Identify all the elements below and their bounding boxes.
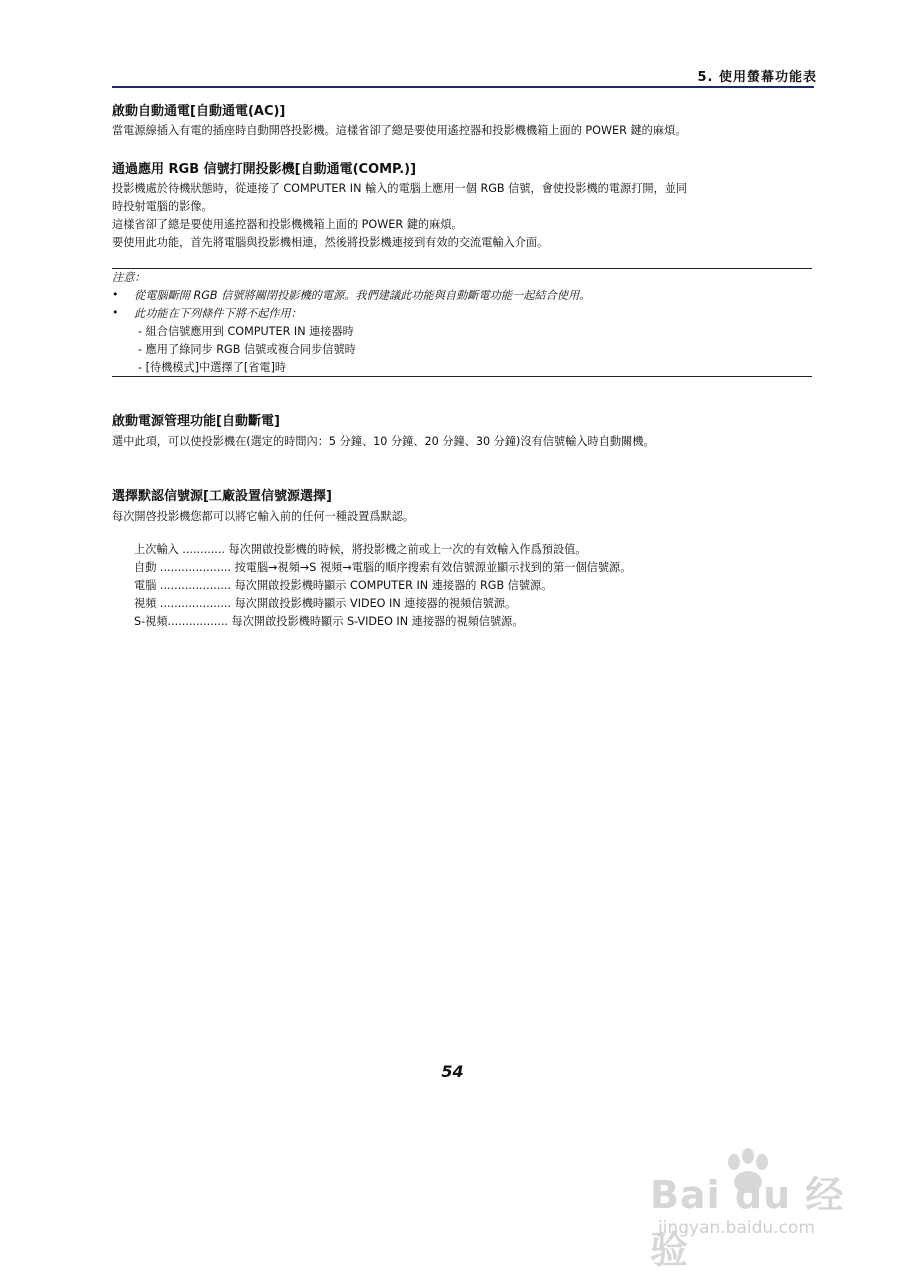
note-sub-item: - 組合信號應用到 COMPUTER IN 連接器時 <box>138 325 354 338</box>
watermark-url: jingyan.baidu.com <box>658 1218 815 1238</box>
bullet-dot: • <box>112 288 119 301</box>
source-option-row: 視頻 .................... 每次開啟投影機時顯示 VIDEO IN 連接器的視頻信號源。 <box>134 597 517 610</box>
note-sub-item: - 應用了綠同步 RGB 信號或複合同步信號時 <box>138 343 356 356</box>
section-title-default-source: 選擇默認信號源[工廠設置信號源選擇] <box>112 489 332 504</box>
note-bullet-1: 從電腦斷開 RGB 信號將關閉投影機的電源。我們建議此功能與自動斷電功能一起結合使用。 <box>134 289 591 302</box>
section-body-auto-power-on-ac: 當電源線插入有電的插座時自動開啓投影機。這樣省卻了總是要使用遙控器和投影機機箱上面的 POWER 鍵的麻煩。 <box>112 124 687 137</box>
section-line: 要使用此功能，首先將電腦與投影機相連，然後將投影機連接到有效的交流電輸入介面。 <box>112 236 549 249</box>
section-line: 這樣省卻了總是要使用遙控器和投影機機箱上面的 POWER 鍵的麻煩。 <box>112 218 463 231</box>
section-line: 時投射電腦的影像。 <box>112 200 213 213</box>
note-sub-item: - [待機模式]中選擇了[省電]時 <box>138 361 287 374</box>
note-bottom-rule <box>112 376 812 377</box>
chapter-header: 5. 使用螢幕功能表 <box>697 70 817 85</box>
section-title-auto-power-on-ac: 啟動自動通電[自動通電(AC)] <box>112 104 286 119</box>
source-option-row: 電腦 .................... 每次開啟投影機時顯示 COMPUTER IN 連接器的 RGB 信號源。 <box>134 579 553 592</box>
baidu-watermark <box>650 1150 850 1272</box>
watermark-logo: Bai du 经验 <box>650 1173 845 1272</box>
section-title-auto-power-off: 啟動電源管理功能[自動斷電] <box>112 414 280 429</box>
bullet-dot: • <box>112 306 119 319</box>
source-option-row: 上次輸入 ............ 每次開啟投影機的時候，將投影機之前或上一次的有效輸入作爲預設值。 <box>134 543 587 556</box>
header-rule <box>112 86 814 88</box>
page-number: 54 <box>441 1062 464 1081</box>
note-title: 注意： <box>112 271 146 284</box>
section-title-auto-power-on-comp: 通過應用 RGB 信號打開投影機[自動通電(COMP.)] <box>112 162 417 177</box>
section-body-default-source: 每次開啓投影機您都可以將它輸入前的任何一種設置爲默認。 <box>112 510 415 523</box>
source-option-row: 自動 .................... 按電腦→視頻→S 視頻→電腦的順序搜索有效信號源並顯示找到的第一個信號源。 <box>134 561 632 574</box>
source-option-row: S-視頻................. 每次開啟投影機時顯示 S-VIDEO IN 連接器的視頻信號源。 <box>134 615 524 628</box>
section-line: 投影機處於待機狀態時，從連接了 COMPUTER IN 輸入的電腦上應用一個 RGB 信號，會使投影機的電源打開，並同 <box>112 182 688 195</box>
section-body-auto-power-off: 選中此項，可以使投影機在(選定的時間內：5 分鐘、10 分鐘、20 分鐘、30 分鐘)沒有信號輸入時自動關機。 <box>112 435 655 448</box>
note-bullet-2: 此功能在下列條件下將不起作用： <box>134 307 302 320</box>
note-top-rule <box>112 268 812 269</box>
